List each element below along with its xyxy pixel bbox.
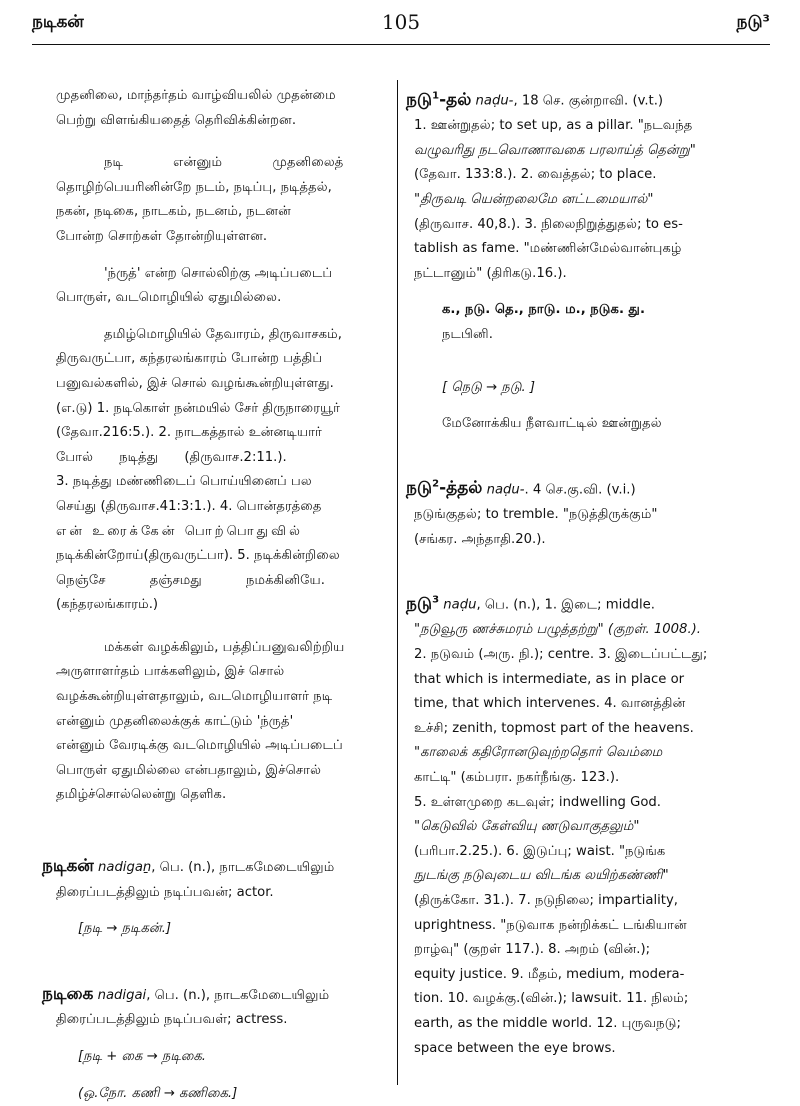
entry-first-line: [406, 588, 776, 618]
text-line: equity justice. 9. மீதம், medium, modera-: [414, 966, 685, 982]
text-line: தமிழ்ச்சொல்லென்று தெளிக.: [56, 787, 227, 803]
paragraph-1: [56, 84, 378, 133]
entry-grammar: , பெ. (n.), நாடகமேடையிலும்: [151, 860, 335, 876]
text-line: 2. நடுவம் (அரு. நி.); centre. 3. இடைப்பட்டது;: [414, 647, 708, 663]
text-line: நுடங்கு நடுவுடைய விடங்க லயிற்கண்ணி": [414, 868, 669, 884]
cognates: நடபினி.: [442, 327, 493, 342]
text-line: tion. 10. வழக்கு.(வின்.); lawsuit. 11. நிலம்;: [414, 991, 689, 1007]
paragraph-4: [56, 323, 378, 618]
entry-nadu-2: [406, 473, 776, 552]
headword: நடிகை: [42, 983, 94, 1004]
right-column: [406, 84, 776, 1061]
text-line: நடுங்குதல்; to tremble. "நடுத்திருக்கும்": [414, 507, 658, 523]
text-line: (சங்கர. அந்தாதி.20.).: [414, 531, 546, 547]
etymology: [ நெடு → நடு. ]: [442, 379, 536, 395]
transliteration: nadigai: [97, 987, 147, 1003]
entry-nadu-3: [406, 588, 776, 1061]
entry-nadigai: [42, 982, 378, 1106]
column-divider: [397, 80, 398, 1085]
text-line: நடி என்னும் முதனிலைத்: [104, 155, 344, 171]
headword: நடிகன்: [42, 856, 94, 877]
text-line: உச்சி; zenith, topmost part of the heavens.: [414, 720, 694, 736]
text-line: காட்டி" (கம்பரா. நகர்நீங்கு. 123.).: [414, 770, 620, 786]
text-line: (திருக்கோ. 31.). 7. நடுநிலை; impartiality,: [414, 893, 678, 908]
text-line: நட்டானும்" (திரிகடு.16.).: [414, 265, 567, 281]
entry-grammar: , 18 செ. குன்றாவி. (v.t.): [513, 93, 664, 109]
paragraph-2: [56, 151, 378, 249]
entry-nadigan: [42, 854, 378, 942]
headword: நடு: [406, 593, 433, 614]
text-line: "நடுவூரு ணச்சுமரம் பழுத்தற்று" (குறள். 1008.).: [414, 622, 701, 638]
text-line: tablish as fame. "மண்ணின்மேல்வான்புகழ்: [414, 241, 682, 257]
text-line: பெற்று விளங்கியதைத் தெரிவிக்கின்றன.: [56, 112, 297, 128]
text-line: uprightness. "நடுவாக நன்றிக்கட் டங்கியான்: [414, 917, 687, 933]
etymology: (ஒ.நோ. கணி → கணிகை.]: [78, 1085, 238, 1101]
text-line: space between the eye brows.: [414, 1040, 616, 1056]
text-line: time, that which intervenes. 4. வானத்தின்: [414, 696, 686, 712]
transliteration: nadigaṉ: [98, 860, 152, 876]
headword-suffix: -தல்: [439, 89, 472, 110]
text-line: முதனிலை, மாந்தர்தம் வாழ்வியலில் முதன்மை: [56, 88, 336, 103]
text-line: "காலைக் கதிரோனடுவுற்றதொர் வெம்மை: [414, 745, 663, 761]
text-line: earth, as the middle world. 12. புருவநடு;: [414, 1015, 681, 1031]
text-line: போல் நடித்து (திருவாச.2:11.).: [56, 449, 287, 465]
homonym-number: 3: [432, 594, 440, 606]
running-head-left: நடிகன்: [32, 12, 84, 32]
text-line: போன்ற சொற்கள் தோன்றியுள்ளன.: [56, 228, 268, 244]
text-line: (பரிபா.2.25.). 6. இடுப்பு; waist. "நடுங்க: [414, 843, 666, 859]
text-line: அருளாளர்தம் பாக்களிலும், இச் சொல்: [56, 664, 285, 680]
text-line: நெஞ்சே தஞ்சமது நமக்கினியே.: [56, 572, 325, 588]
text-line: that which is intermediate, as in place or: [414, 671, 685, 687]
text-line: பனுவல்களில், இச் சொல் வழங்கூன்றியுள்ளது.: [56, 375, 334, 391]
etymology: [நடி + கை → நடிகை.: [78, 1049, 206, 1064]
text-line: வழக்கூன்றியுள்ளதாலும், வடமொழியாளர் நடி: [56, 689, 333, 705]
text-line: "கெடுவில் கேள்வியு ணடுவாகுதலும்": [414, 819, 640, 835]
text-line: பொருள், வடமொழியில் ஏதுமில்லை.: [56, 290, 282, 306]
text-line: (திருவாச. 40,8.). 3. நிலைநிறுத்துதல்; to es-: [414, 216, 683, 232]
note: மேனோக்கிய நீளவாட்டில் ஊன்றுதல்: [442, 416, 662, 432]
entry-grammar: , பெ. (n.), 1. இடை; middle.: [476, 597, 655, 613]
text-line: என்னும் முதனிலைக்குக் காட்டும் 'ந்ருத்': [56, 713, 294, 729]
text-line: பொருள் ஏதுமில்லை என்பதாலும், இச்சொல்: [56, 762, 322, 778]
text-line: திரைப்படத்திலும் நடிப்பவள்; actress.: [56, 1012, 288, 1028]
headword: நடு: [406, 89, 433, 110]
running-head-right: நடு³: [736, 12, 770, 32]
homonym-number: 2: [432, 478, 440, 490]
entry-first-line: [406, 84, 776, 114]
entry-grammar: . 4 செ.கு.வி. (v.i.): [524, 482, 636, 498]
cognates: க., நடு. தெ., நாடு. ம., நடுக. து.: [442, 302, 646, 318]
headword: நடு: [406, 478, 433, 499]
text-line: (கந்தரலங்காரம்.): [56, 597, 159, 613]
paragraph-3: [56, 262, 378, 311]
text-line: திருவருட்பா, கந்தரலங்காரம் போன்ற பத்திப்: [56, 351, 323, 367]
entry-nadu-1: [406, 84, 776, 437]
text-line: தொழிற்பெயரினின்றே நடம், நடிப்பு, நடித்தல்,: [56, 179, 332, 195]
text-line: என் உரைக்கேன் பொற்பொதுவில்: [56, 523, 304, 539]
page-number: 105: [381, 10, 421, 34]
transliteration: naḍu-: [486, 482, 525, 498]
entry-first-line: [406, 473, 776, 503]
page-header: [32, 12, 770, 42]
etymology: [நடி → நடிகன்.]: [78, 921, 172, 937]
left-column: [42, 84, 378, 1106]
text-line: வழுவரிது நடவொணாவகை பரலாய்த் தென்று": [414, 142, 696, 158]
text-line: (எ.டு) 1. நடிகொள் நன்மயில் சேர் திருநாரையூர்: [56, 400, 341, 416]
text-line: தமிழ்மொழியில் தேவாரம், திருவாசகம்,: [104, 326, 342, 342]
transliteration: naḍu-: [475, 93, 514, 109]
entry-first-line: [42, 854, 378, 881]
text-line: 3. நடித்து மண்ணிடைப் பொய்யினைப் பல: [56, 474, 312, 490]
text-line: என்னும் வேரடிக்கு வடமொழியில் அடிப்படைப்: [56, 738, 343, 754]
header-rule: [32, 44, 770, 45]
entry-grammar: , பெ. (n.), நாடகமேடையிலும்: [146, 987, 330, 1003]
text-line: திரைப்படத்திலும் நடிப்பவன்; actor.: [56, 884, 274, 900]
text-line: செய்து (திருவாச.41:3:1.). 4. பொன்தரத்தை: [56, 498, 322, 514]
text-line: (தேவா. 133:8.). 2. வைத்தல்; to place.: [414, 167, 657, 183]
text-line: 5. உள்ளமுறை கடவுள்; indwelling God.: [414, 794, 661, 810]
text-line: 'ந்ருத்' என்ற சொல்லிற்கு அடிப்படைப்: [104, 265, 333, 281]
homonym-number: 1: [432, 90, 440, 101]
text-line: நடிக்கின்றோய்(திருவருட்பா). 5. நடிக்கின்றிலை: [56, 548, 340, 564]
text-line: நகன், நடிகை, நாடகம், நடனம், நடனன்: [56, 204, 291, 220]
transliteration: naḍu: [443, 597, 477, 613]
entry-first-line: [42, 982, 378, 1009]
text-line: "திருவடி யென்றலைமே னட்டமையால்": [414, 192, 654, 208]
headword-suffix: -த்தல்: [439, 478, 483, 499]
paragraph-5: [56, 636, 378, 808]
text-line: மக்கள் வழக்கிலும், பத்திப்பனுவலிற்றிய: [104, 639, 345, 655]
text-line: 1. ஊன்றுதல்; to set up, as a pillar. "நடவந்த: [414, 118, 693, 134]
text-line: (தேவா.216:5.). 2. நாடகத்தால் உன்னடியார்: [56, 425, 322, 441]
text-line: றாழ்வு" (குறள் 117.). 8. அறம் (வின்.);: [414, 942, 651, 958]
